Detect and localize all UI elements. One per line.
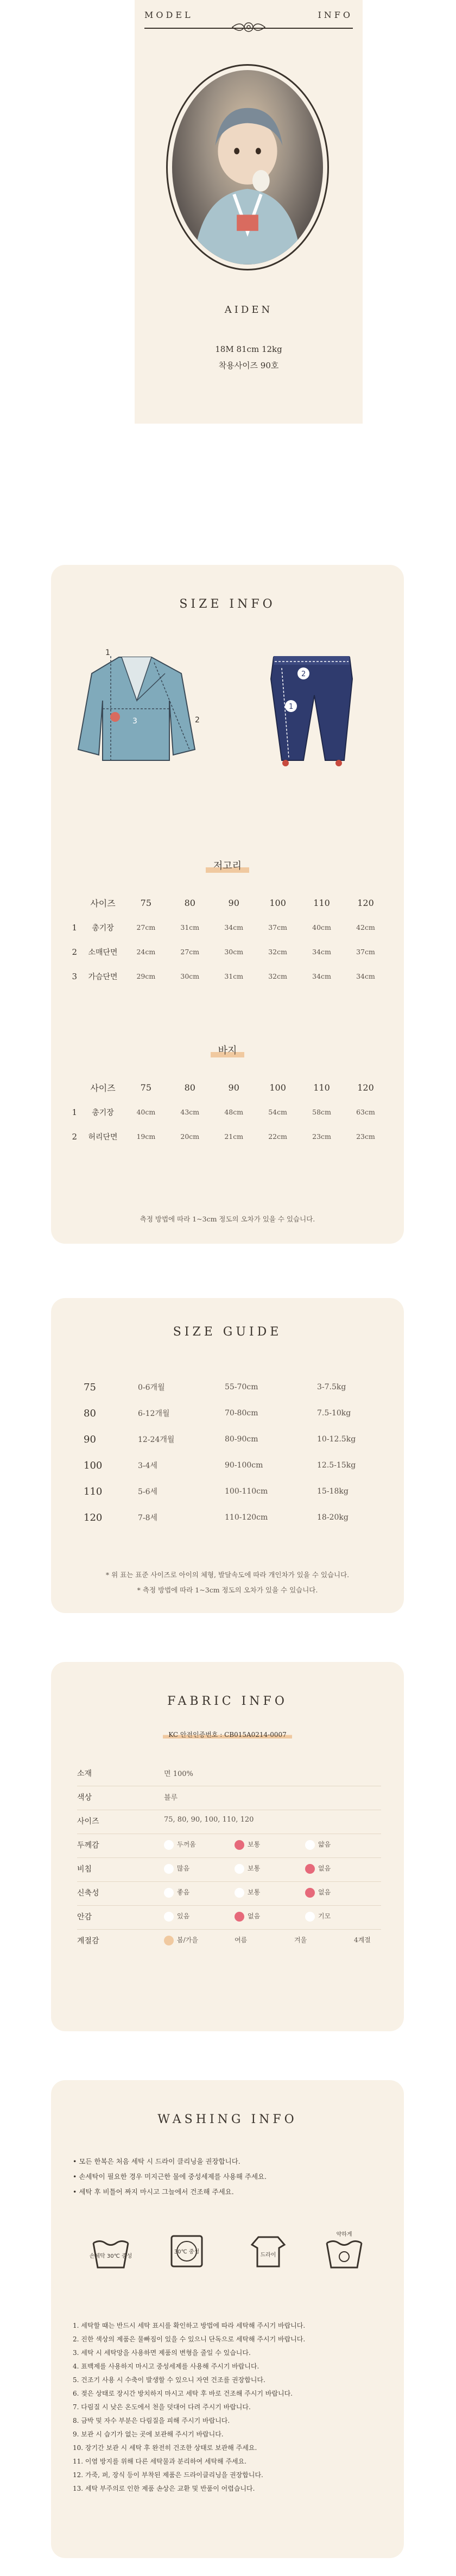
- option-dot: [305, 1888, 315, 1898]
- fabric-option: 겨울: [294, 1936, 307, 1944]
- table-cell: 34cm: [356, 972, 375, 980]
- table-row: [84, 1426, 377, 1452]
- fabric-key: 비침: [77, 1865, 92, 1874]
- list-item: 5. 건조기 사용 시 수축이 발생할 수 있으니 자연 건조를 권장합니다.: [73, 2376, 265, 2384]
- size-guide-note-1: * 위 표는 표준 사이즈로 아이의 체형, 발달속도에 따라 개인차가 있을 수 있습니다.: [105, 1571, 350, 1579]
- table-row: [84, 1452, 377, 1478]
- guide-weight: 18-20kg: [317, 1513, 349, 1522]
- fabric-key: 두께감: [77, 1841, 99, 1850]
- model-photo: [172, 70, 323, 264]
- jeogori-size-table: [67, 891, 388, 988]
- table-cell: 37cm: [268, 923, 287, 931]
- row-label: 소매단면: [88, 948, 118, 957]
- divider: [144, 28, 353, 29]
- table-cell: 34cm: [312, 948, 331, 956]
- model-header: [135, 10, 363, 26]
- table-row: [84, 1504, 377, 1531]
- washing-info-title: WASHING INFO: [157, 2113, 297, 2126]
- jeogori-label-1: 1: [105, 648, 110, 657]
- list-item: 12. 가죽, 퍼, 장식 등이 부착된 제품은 드라이클리닝을 권장합니다.: [73, 2471, 263, 2479]
- table-cell: 42cm: [356, 923, 375, 931]
- size-guide-note-2: * 측정 방법에 따라 1~3cm 정도의 오차가 있을 수 있습니다.: [137, 1586, 318, 1594]
- header-cell: 사이즈: [90, 1083, 116, 1093]
- row-number: 3: [72, 971, 78, 981]
- fabric-option: 보통: [235, 1840, 260, 1850]
- header-cell: 120: [357, 1082, 374, 1093]
- header-cell: 110: [313, 898, 330, 908]
- guide-height: 110-120cm: [225, 1513, 268, 1522]
- model-measurements: 18M 81cm 12kg: [215, 344, 282, 354]
- fabric-option: 보통: [235, 1863, 260, 1874]
- fabric-key: 소재: [77, 1769, 92, 1778]
- guide-age: 7-8세: [138, 1514, 158, 1522]
- jeogori-label-3: 3: [132, 717, 137, 726]
- washing-icons: [84, 2229, 371, 2295]
- table-cell: 32cm: [268, 948, 287, 956]
- size-guide-card: [51, 1298, 404, 1613]
- header-cell: 100: [269, 1082, 286, 1093]
- baji-size-table: [67, 1075, 388, 1149]
- table-cell: 22cm: [268, 1132, 287, 1141]
- fabric-scale-row: [77, 1834, 381, 1858]
- size-guide-title: SIZE GUIDE: [173, 1325, 282, 1339]
- header-cell: 110: [313, 1082, 330, 1093]
- header-cell: 사이즈: [90, 898, 116, 909]
- row-label: 총기장: [92, 1108, 114, 1117]
- guide-age: 12-24개월: [138, 1435, 175, 1444]
- list-item: 4. 표백제를 사용하지 마시고 중성세제를 사용해 주시기 바랍니다.: [73, 2363, 259, 2370]
- table-cell: 37cm: [356, 948, 375, 956]
- hand-wash-icon: [89, 2229, 132, 2284]
- list-item: 7. 다림질 시 낮은 온도에서 천을 덧대어 다려 주시기 바랍니다.: [73, 2403, 251, 2411]
- table-row: [84, 1374, 377, 1400]
- washing-note-3: • 세탁 후 비틀어 짜지 마시고 그늘에서 건조해 주세요.: [73, 2188, 234, 2196]
- row-label: 가슴단면: [88, 972, 118, 981]
- no-bleach-icon: [165, 2229, 208, 2284]
- fabric-option: 있음: [164, 1911, 189, 1922]
- size-info-note: 측정 방법에 따라 1~3cm 정도의 오차가 있을 수 있습니다.: [140, 1215, 315, 1223]
- table-cell: 63cm: [356, 1108, 375, 1116]
- svg-text:약하게: 약하게: [336, 2232, 352, 2238]
- header-cell: 80: [184, 1082, 195, 1093]
- table-cell: 24cm: [136, 948, 156, 956]
- row-label: 총기장: [92, 923, 114, 933]
- fabric-option: 보통: [235, 1887, 260, 1898]
- option-dot: [164, 1840, 174, 1850]
- jeogori-label-2: 2: [195, 716, 200, 725]
- guide-age: 0-6개월: [138, 1383, 165, 1392]
- model-stats: [135, 341, 363, 374]
- header-cell: 120: [357, 898, 374, 908]
- guide-age: 6-12개월: [138, 1409, 170, 1418]
- svg-text:30℃ 중성: 30℃ 중성: [174, 2249, 200, 2255]
- model-photo-frame: [166, 64, 329, 270]
- option-dot: [235, 1888, 244, 1898]
- guide-size: 90: [84, 1433, 96, 1445]
- header-cell: 75: [140, 1082, 152, 1093]
- washing-note-2: • 손세탁이 필요한 경우 미지근한 물에 중성세제를 사용해 주세요.: [73, 2172, 267, 2181]
- option-dot: [164, 1864, 174, 1874]
- list-item: 13. 세탁 부주의로 인한 제품 손상은 교환 및 반품이 어렵습니다.: [73, 2485, 255, 2492]
- size-guide-table: [84, 1374, 377, 1531]
- list-item: 1. 세탁할 때는 반드시 세탁 표시를 확인하고 방법에 따라 세탁해 주시기 바랍니다.: [73, 2322, 306, 2329]
- table-cell: 30cm: [224, 948, 244, 956]
- fabric-option: 기모: [305, 1911, 331, 1922]
- option-dot: [305, 1864, 315, 1874]
- list-item: 6. 젖은 상태로 장시간 방치하지 마시고 세탁 후 바로 건조해 주시기 바랍니다.: [73, 2390, 293, 2397]
- table-row: [67, 1100, 388, 1124]
- model-info-card: [135, 0, 363, 424]
- table-cell: 30cm: [180, 972, 200, 980]
- table-cell: 40cm: [136, 1108, 156, 1116]
- child-model-image: [172, 70, 323, 264]
- size-info-card: [51, 565, 404, 1244]
- table-row: [84, 1478, 377, 1504]
- table-cell: 29cm: [136, 972, 156, 980]
- fabric-key: 계절감: [77, 1937, 99, 1945]
- table-cell: 31cm: [180, 923, 200, 931]
- table-cell: 58cm: [312, 1108, 331, 1116]
- fabric-key: 안감: [77, 1913, 92, 1922]
- table-row: [67, 1124, 388, 1149]
- washing-info-card: [51, 2080, 404, 2558]
- list-item: 3. 세탁 시 세탁망을 사용하면 제품의 변형을 줄일 수 있습니다.: [73, 2349, 251, 2357]
- guide-age: 5-6세: [138, 1488, 158, 1496]
- guide-height: 80-90cm: [225, 1435, 258, 1444]
- fabric-key: 신축성: [77, 1889, 99, 1898]
- table-cell: 27cm: [180, 948, 200, 956]
- baji-illustration: [257, 646, 366, 777]
- option-dot: [235, 1840, 244, 1850]
- fabric-option: 봄/가을: [164, 1935, 198, 1945]
- kc-cert-number: KC 안전인증번호 : CB015A0214-0007: [51, 1730, 404, 1739]
- fabric-info-title: FABRIC INFO: [167, 1695, 288, 1708]
- guide-height: 100-110cm: [225, 1487, 268, 1496]
- jeogori-illustration: [73, 641, 214, 777]
- model-header-left: MODEL: [144, 10, 193, 20]
- header-cell: 75: [140, 898, 152, 908]
- fabric-season-row: [77, 1930, 381, 1954]
- row-label: 허리단면: [88, 1132, 118, 1142]
- header-cell: 90: [228, 898, 239, 908]
- list-item: 9. 보관 시 습기가 없는 곳에 보관해 주시기 바랍니다.: [73, 2430, 224, 2438]
- fabric-scale-row: [77, 1906, 381, 1930]
- svg-text:2: 2: [301, 670, 306, 678]
- fabric-option: 두꺼움: [164, 1840, 196, 1850]
- table-cell: 31cm: [224, 972, 244, 980]
- fabric-value: 면 100%: [164, 1770, 193, 1778]
- option-dot: [164, 1936, 174, 1945]
- svg-text:손세탁 30℃ 중성: 손세탁 30℃ 중성: [89, 2253, 132, 2259]
- fabric-option: 없음: [305, 1863, 331, 1874]
- option-dot: [235, 1864, 244, 1874]
- header-cell: 80: [184, 898, 195, 908]
- fabric-option: 4계절: [354, 1936, 371, 1944]
- header-cell: 90: [228, 1082, 239, 1093]
- list-item: 10. 장기간 보관 시 세탁 후 완전히 건조한 상태로 보관해 주세요.: [73, 2444, 257, 2452]
- table-cell: 43cm: [180, 1108, 200, 1116]
- header-cell: 100: [269, 898, 286, 908]
- fabric-key: 색상: [77, 1793, 92, 1802]
- fabric-option: 얇음: [305, 1840, 331, 1850]
- option-dot: [235, 1912, 244, 1922]
- option-dot: [305, 1840, 315, 1850]
- guide-weight: 10-12.5kg: [317, 1435, 356, 1444]
- table-header-row: [67, 1075, 388, 1100]
- guide-weight: 3-7.5kg: [317, 1383, 346, 1391]
- table-cell: 34cm: [224, 923, 244, 931]
- table-cell: 23cm: [356, 1132, 375, 1141]
- guide-height: 70-80cm: [225, 1409, 258, 1418]
- table-cell: 19cm: [136, 1132, 156, 1141]
- fabric-row: [77, 1762, 381, 1786]
- option-dot: [164, 1888, 174, 1898]
- fabric-scale-row: [77, 1882, 381, 1906]
- guide-size: 80: [84, 1407, 96, 1419]
- table-row: [67, 964, 388, 988]
- fabric-option: 많음: [164, 1863, 189, 1874]
- guide-height: 55-70cm: [225, 1383, 258, 1391]
- guide-size: 110: [84, 1485, 103, 1497]
- jeogori-title: 저고리: [51, 858, 404, 872]
- dry-clean-icon: [246, 2229, 290, 2284]
- table-cell: 32cm: [268, 972, 287, 980]
- table-cell: 27cm: [136, 923, 156, 931]
- table-cell: 48cm: [224, 1108, 244, 1116]
- fabric-option: 좋음: [164, 1887, 189, 1898]
- guide-size: 75: [84, 1381, 96, 1393]
- list-item: 2. 진한 색상의 제품은 물빠짐이 있을 수 있으니 단독으로 세탁해 주시기 바랍니다.: [73, 2335, 306, 2343]
- fabric-key: 사이즈: [77, 1817, 99, 1826]
- table-cell: 34cm: [312, 972, 331, 980]
- fabric-scale-row: [77, 1858, 381, 1882]
- model-wearing-size: 착용사이즈 90호: [218, 361, 279, 370]
- table-cell: 23cm: [312, 1132, 331, 1141]
- ornament-icon: [227, 17, 270, 37]
- option-dot: [305, 1912, 315, 1922]
- model-name: AIDEN: [224, 304, 273, 316]
- guide-weight: 7.5-10kg: [317, 1409, 351, 1418]
- row-number: 2: [72, 1131, 78, 1142]
- washing-note-1: • 모든 한복은 처음 세탁 시 드라이 클리닝을 권장합니다.: [73, 2157, 240, 2165]
- gentle-wash-icon: [322, 2229, 366, 2284]
- guide-size: 100: [84, 1459, 103, 1471]
- washing-instructions-list: [73, 2319, 388, 2496]
- fabric-value: 블루: [164, 1794, 178, 1802]
- fabric-option: 없음: [235, 1911, 260, 1922]
- table-cell: 21cm: [224, 1132, 244, 1141]
- table-cell: 54cm: [268, 1108, 287, 1116]
- table-row: [67, 915, 388, 940]
- table-cell: 40cm: [312, 923, 331, 931]
- guide-height: 90-100cm: [225, 1461, 263, 1470]
- fabric-info-card: [51, 1662, 404, 2031]
- guide-weight: 15-18kg: [317, 1487, 349, 1496]
- option-dot: [164, 1912, 174, 1922]
- guide-size: 120: [84, 1511, 103, 1523]
- table-row: [84, 1400, 377, 1426]
- table-row: [67, 940, 388, 964]
- fabric-row: [77, 1810, 381, 1834]
- fabric-value: 75, 80, 90, 100, 110, 120: [164, 1816, 254, 1824]
- table-cell: 20cm: [180, 1132, 200, 1141]
- guide-age: 3-4세: [138, 1462, 158, 1470]
- size-info-title: SIZE INFO: [179, 597, 276, 611]
- row-number: 1: [72, 1107, 78, 1117]
- table-header-row: [67, 891, 388, 915]
- model-header-right: INFO: [318, 10, 353, 20]
- baji-title: 바지: [51, 1043, 404, 1057]
- fabric-option: 없음: [305, 1887, 331, 1898]
- guide-weight: 12.5-15kg: [317, 1461, 356, 1470]
- svg-text:드라이: 드라이: [260, 2252, 276, 2258]
- fabric-option: 여름: [235, 1936, 248, 1944]
- list-item: 8. 금박 및 자수 부분은 다림질을 피해 주시기 바랍니다.: [73, 2417, 230, 2424]
- list-item: 11. 이염 방지를 위해 다른 세탁물과 분리하여 세탁해 주세요.: [73, 2458, 247, 2465]
- row-number: 2: [72, 947, 78, 957]
- row-number: 1: [72, 922, 78, 933]
- fabric-row: [77, 1786, 381, 1810]
- svg-text:1: 1: [289, 703, 294, 711]
